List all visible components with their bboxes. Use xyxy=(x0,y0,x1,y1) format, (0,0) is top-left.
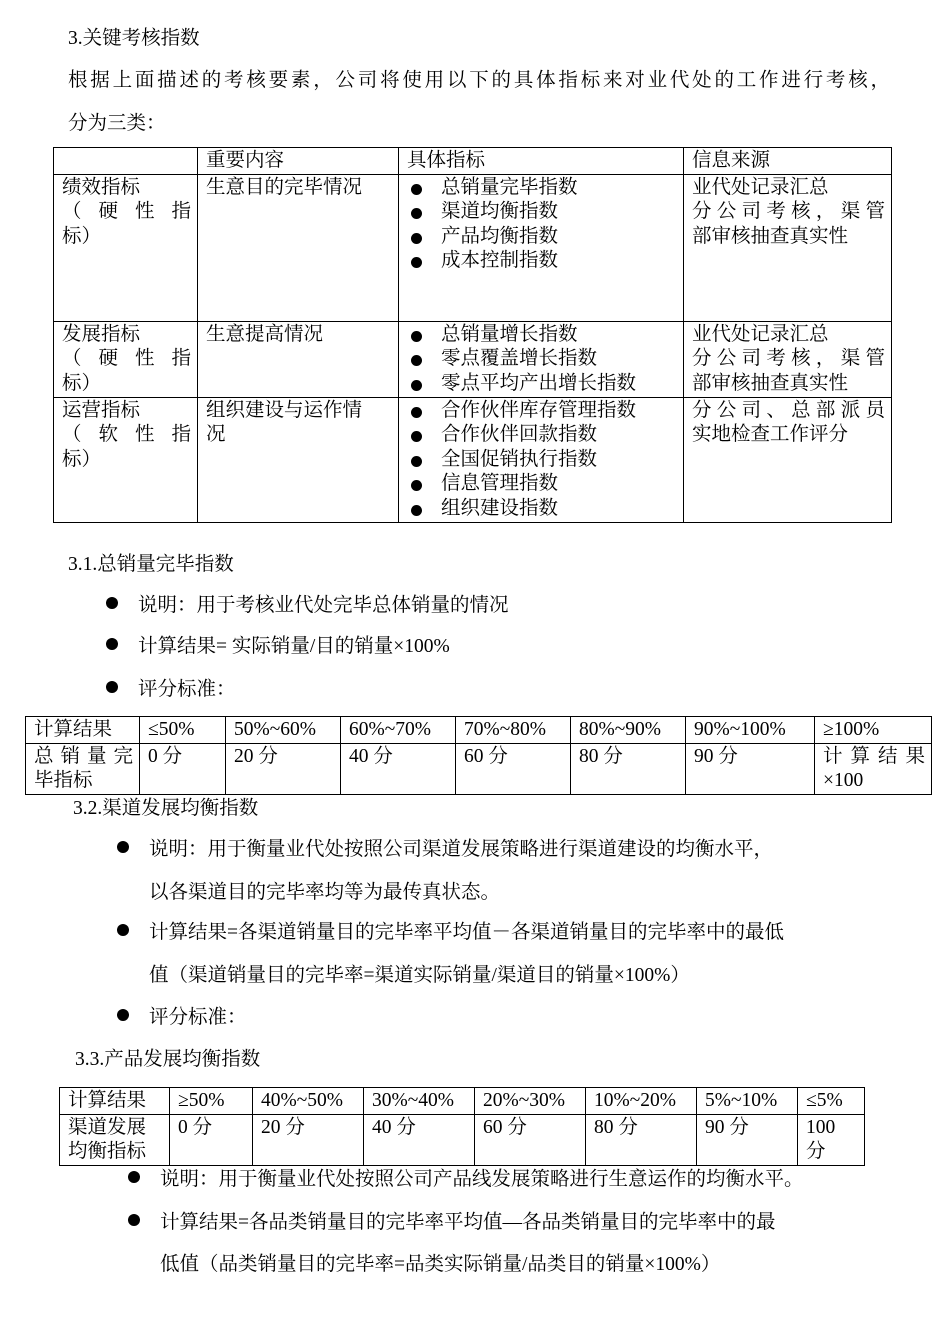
s31-cell: 计算结果 xyxy=(26,717,140,744)
s31-title: 3.1.总销量完毕指数 xyxy=(68,554,234,575)
kpi-content: 组织建设与运作情 况 xyxy=(198,397,399,522)
s31-cell: 90 分 xyxy=(686,743,815,794)
bullet-icon xyxy=(117,841,129,853)
s31-cell: 0 分 xyxy=(140,743,226,794)
s33-cell: 10%~20% xyxy=(586,1088,697,1115)
s31-cell: 50%~60% xyxy=(226,717,341,744)
s33-cell: 60 分 xyxy=(475,1114,586,1165)
kpi-header-empty xyxy=(54,148,198,175)
bullet-icon xyxy=(128,1171,140,1183)
s31-cell: 70%~80% xyxy=(456,717,571,744)
kpi-indicator-item: 信息管理指数 xyxy=(407,472,677,497)
s33-cell: 80 分 xyxy=(586,1114,697,1165)
s32-title: 3.2.渠道发展均衡指数 xyxy=(73,798,259,819)
s31-row-label: 总 销 量 完 毕指标 xyxy=(26,743,140,794)
kpi-row-development xyxy=(54,321,892,397)
s33-cell: 计算结果 xyxy=(60,1088,170,1115)
s33-bullet-2-line-2: 低值（品类销量目的完毕率=品类实际销量/品类目的销量×100%） xyxy=(160,1254,721,1275)
s31-cell: 40 分 xyxy=(341,743,456,794)
s31-cell: 60 分 xyxy=(456,743,571,794)
s33-cell: 20 分 xyxy=(253,1114,364,1165)
kpi-indicator-item: 组织建设指数 xyxy=(407,497,677,522)
bullet-icon xyxy=(117,1009,129,1021)
kpi-category: 发展指标 （ 硬 性 指 标） xyxy=(54,321,198,397)
kpi-indicators xyxy=(399,321,684,397)
s33-cell: 0 分 xyxy=(170,1114,253,1165)
kpi-content: 生意提高情况 xyxy=(198,321,399,397)
kpi-row-performance xyxy=(54,174,892,321)
kpi-row-operations xyxy=(54,397,892,522)
kpi-content: 生意目的完毕情况 xyxy=(198,174,399,321)
s33-cell: 20%~30% xyxy=(475,1088,586,1115)
s33-cell: 90 分 xyxy=(697,1114,798,1165)
kpi-indicator-item: 渠道均衡指数 xyxy=(407,200,677,225)
s31-bullet-2: 计算结果= 实际销量/目的销量×100% xyxy=(138,636,450,657)
s31-cell: ≤50% xyxy=(140,717,226,744)
s32-bullet-1-line-1: 说明：用于衡量业代处按照公司渠道发展策略进行渠道建设的均衡水平， xyxy=(149,839,774,860)
s33-score-table xyxy=(59,1087,865,1166)
kpi-source: 业代处记录汇总 分公司考核，渠管 部审核抽查真实性 xyxy=(684,321,892,397)
s33-cell: 30%~40% xyxy=(364,1088,475,1115)
kpi-indicator-item: 总销量完毕指数 xyxy=(407,176,677,201)
kpi-indicator-item: 零点平均产出增长指数 xyxy=(407,372,677,397)
s33-bullet-1: 说明：用于衡量业代处按照公司产品线发展策略进行生意运作的均衡水平。 xyxy=(160,1169,804,1190)
s31-cell: 60%~70% xyxy=(341,717,456,744)
kpi-header-indicators: 具体指标 xyxy=(399,148,684,175)
intro-line-2: 分为三类： xyxy=(68,113,166,134)
kpi-indicator-item: 合作伙伴库存管理指数 xyxy=(407,399,677,424)
section-title: 3.关键考核指数 xyxy=(68,28,200,49)
kpi-category: 绩效指标 （ 硬 性 指 标） xyxy=(54,174,198,321)
s31-cell: 20 分 xyxy=(226,743,341,794)
s32-bullet-2-line-1: 计算结果=各渠道销量目的完毕率平均值－各渠道销量目的完毕率中的最低 xyxy=(149,922,784,943)
kpi-indicator-item: 合作伙伴回款指数 xyxy=(407,423,677,448)
kpi-category: 运营指标 （ 软 性 指 标） xyxy=(54,397,198,522)
s32-bullet-2-line-2: 值（渠道销量目的完毕率=渠道实际销量/渠道目的销量×100%） xyxy=(149,965,690,986)
s33-cell: ≥50% xyxy=(170,1088,253,1115)
s31-cell: 80 分 xyxy=(571,743,686,794)
s33-cell: 40%~50% xyxy=(253,1088,364,1115)
kpi-indicator-item: 总销量增长指数 xyxy=(407,323,677,348)
s33-cell: 5%~10% xyxy=(697,1088,798,1115)
kpi-indicator-item: 成本控制指数 xyxy=(407,249,677,274)
kpi-table xyxy=(53,147,892,523)
s33-cell: 40 分 xyxy=(364,1114,475,1165)
s33-table-score-row xyxy=(60,1114,865,1165)
kpi-indicator-item: 全国促销执行指数 xyxy=(407,448,677,473)
s32-bullet-3: 评分标准： xyxy=(149,1007,247,1028)
bullet-icon xyxy=(106,597,118,609)
kpi-indicators xyxy=(399,174,684,321)
s33-cell: ≤5% xyxy=(798,1088,865,1115)
kpi-header-content: 重要内容 xyxy=(198,148,399,175)
kpi-source: 业代处记录汇总 分公司考核，渠管 部审核抽查真实性 xyxy=(684,174,892,321)
bullet-icon xyxy=(106,681,118,693)
s33-bullet-2-line-1: 计算结果=各品类销量目的完毕率平均值—各品类销量目的完毕率中的最 xyxy=(160,1212,776,1233)
s33-cell: 100 分 xyxy=(798,1114,865,1165)
s33-title: 3.3.产品发展均衡指数 xyxy=(75,1049,261,1070)
s31-cell: ≥100% xyxy=(815,717,932,744)
s31-table-header-row xyxy=(26,717,932,744)
s31-score-table xyxy=(25,716,932,795)
s31-table-score-row xyxy=(26,743,932,794)
s33-table-header-row xyxy=(60,1088,865,1115)
s31-cell: 90%~100% xyxy=(686,717,815,744)
s31-cell: 80%~90% xyxy=(571,717,686,744)
intro-line-1: 根据上面描述的考核要素，公司将使用以下的具体指标来对业代处的工作进行考核， xyxy=(68,70,890,91)
s31-bullet-3: 评分标准： xyxy=(138,679,236,700)
s31-cell: 计 算 结 果 ×100 xyxy=(815,743,932,794)
kpi-indicator-item: 零点覆盖增长指数 xyxy=(407,347,677,372)
s33-row-label: 渠道发展 均衡指标 xyxy=(60,1114,170,1165)
kpi-indicators xyxy=(399,397,684,522)
kpi-indicator-item: 产品均衡指数 xyxy=(407,225,677,250)
bullet-icon xyxy=(128,1214,140,1226)
kpi-header-row xyxy=(54,148,892,175)
kpi-header-source: 信息来源 xyxy=(684,148,892,175)
bullet-icon xyxy=(106,638,118,650)
bullet-icon xyxy=(117,924,129,936)
kpi-source: 分公司、总部派员 实地检查工作评分 xyxy=(684,397,892,522)
s31-bullet-1: 说明：用于考核业代处完毕总体销量的情况 xyxy=(138,595,509,616)
s32-bullet-1-line-2: 以各渠道目的完毕率均等为最传真状态。 xyxy=(149,882,501,903)
